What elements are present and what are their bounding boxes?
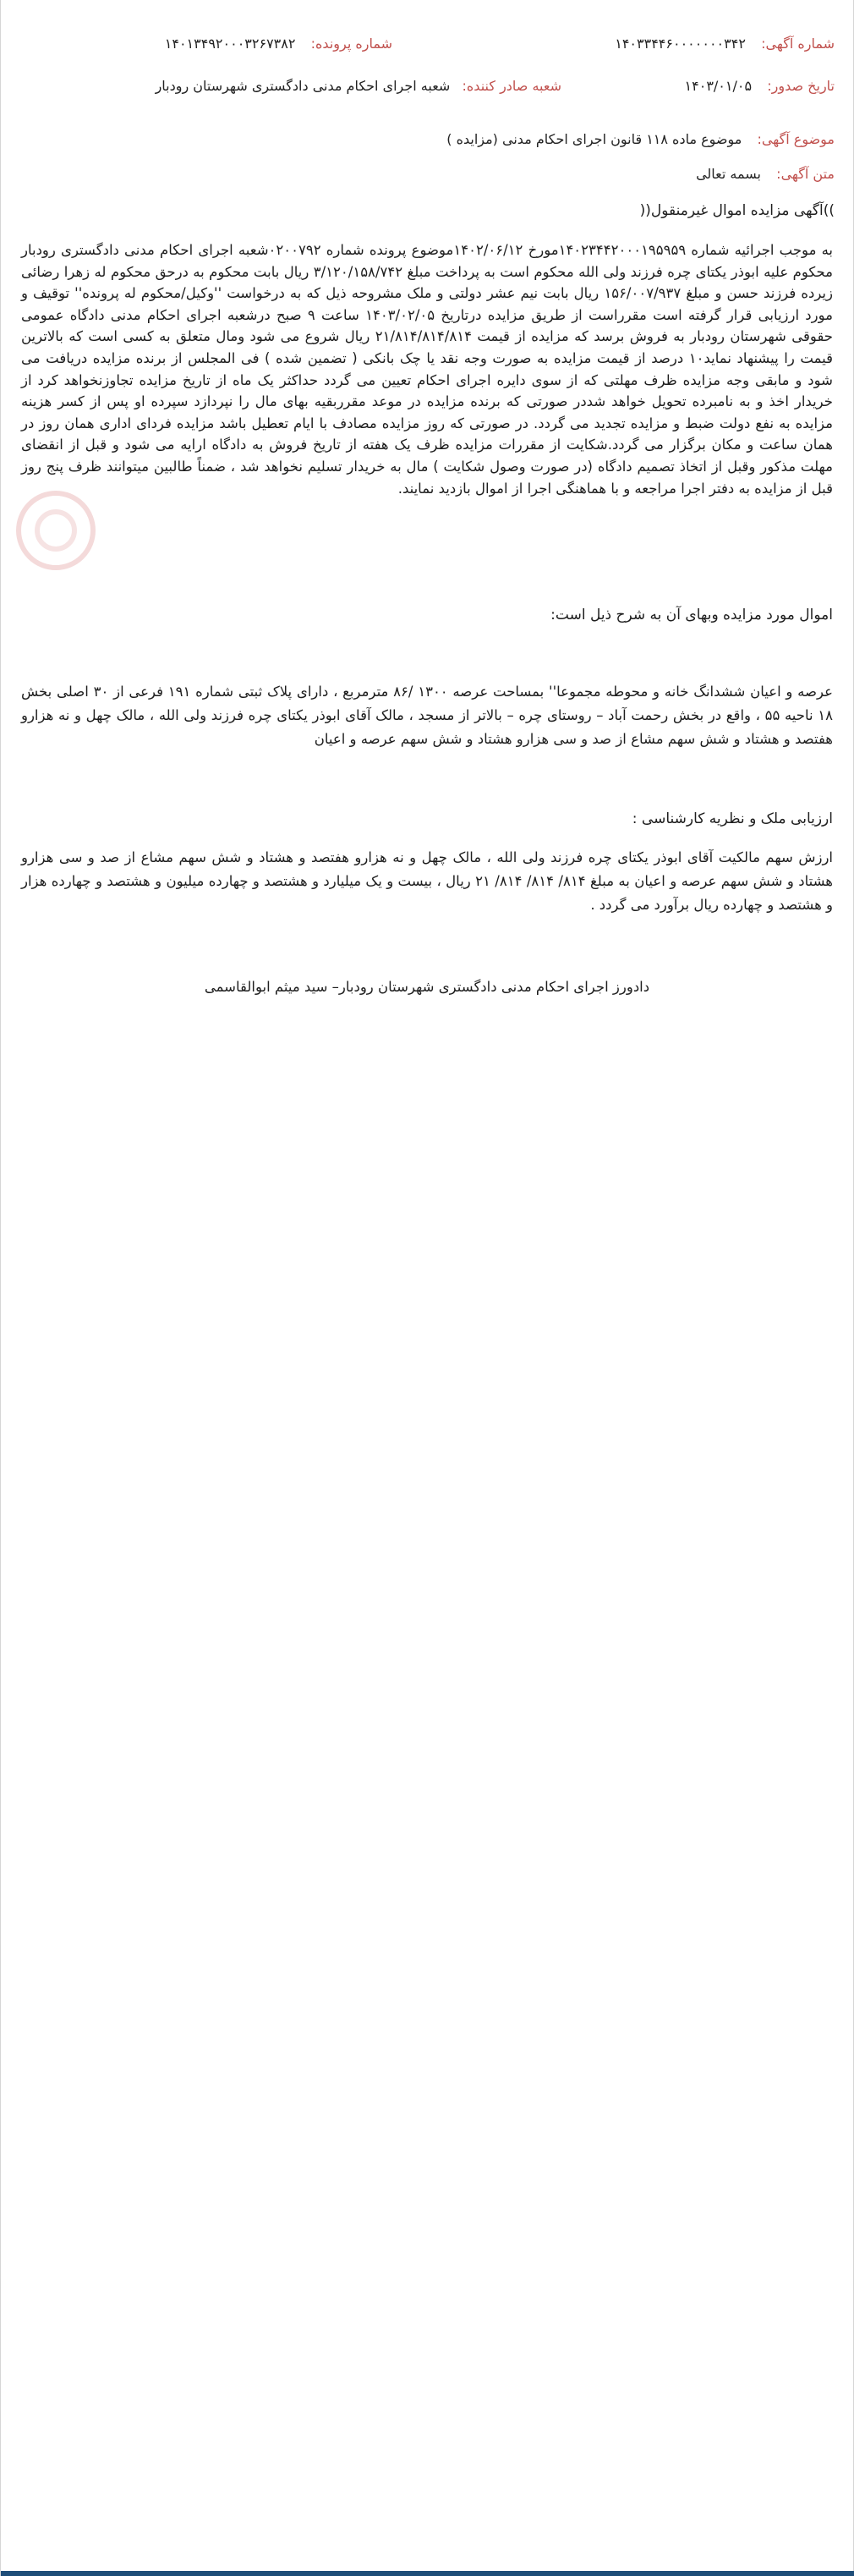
case-number-row [165, 36, 392, 52]
ad-text-label: متن آگهی: [776, 166, 835, 182]
document-title: ))آگهی مزایده اموال غیرمنقول(( [639, 202, 835, 219]
appraisal-text: ارزش سهم مالکیت آقای ابوذر یکتای چره فرزند ولی الله ، مالک چهل و نه هزارو هفتصد و هشتاد و شش سهم مشاع از صد و سی هزارو هشتاد و شش سهم عرصه و اعیان به مبلغ ۸۱۴/ ۸۱۴/ ۸۱۴/ ۲۱ ریال ، بیست و یک میلیارد و هشتصد و چهارده میلیون و هشتصد و چهارده هزار و هشتصد و چهارده ریال برآورد می گردد . [21, 849, 834, 913]
issue-date-row [685, 78, 835, 94]
ad-number-value: ۱۴۰۳۳۴۴۶۰۰۰۰۰۰۰۳۴۲ [615, 36, 746, 52]
case-number-label: شماره پرونده: [310, 36, 392, 52]
issue-date-label: تاریخ صدور: [767, 78, 835, 94]
property-heading: اموال مورد مزایده وبهای آن به شرح ذیل است: [550, 607, 833, 623]
case-number-value: ۱۴۰۱۳۴۹۲۰۰۰۳۲۶۷۳۸۲ [164, 36, 296, 52]
appraisal-heading: ارزیابی ملک و نظریه کارشناسی : [632, 810, 833, 827]
issuing-branch-label: شعبه صادر کننده: [462, 78, 561, 94]
bottom-border-bar [1, 2571, 854, 2576]
watermark-logo-icon [16, 491, 96, 570]
subject-value: موضوع ماده ۱۱۸ قانون اجرای احکام مدنی (مزایده ) [446, 131, 742, 147]
subject-row [446, 131, 835, 147]
subject-label: موضوع آگهی: [757, 131, 835, 147]
ad-text-value: بسمه تعالی [696, 166, 761, 182]
ad-number-row [615, 36, 835, 52]
issuing-branch-row [156, 78, 561, 94]
ad-text-row [696, 166, 835, 182]
main-paragraph: به موجب اجرائیه شماره ۱۴۰۲۳۴۴۲۰۰۰۱۹۵۹۵۹مورخ ۱۴۰۲/۰۶/۱۲موضوع پرونده شماره ۰۲۰۰۷۹۲شعبه اجرای احکام مدنی دادگستری رودبار محکوم علیه ابوذر یکتای چره فرزند ولی الله محکوم است به پرداخت مبلغ ۳/۱۲۰/۱۵۸/۷۴۲ ریال بابت محکوم به درحق محکوم له زهرا رضائی زیرده فرزند حسن و مبلغ ۱۵۶/۰۰۷/۹۳۷ ریال بابت نیم عشر دولتی و ملک مشروحه ذیل که به درخواست ''وکیل/محکوم له پرونده'' توقیف و مورد ارزیابی قرار گرفته است مقرراست از طریق مزایده درتاریخ ۱۴۰۳/۰۲/۰۵ ساعت ۹ صبح درشعبه اجرای احکام مدنی دادگاه عمومی حقوقی شهرستان رودبار به فروش برسد که مزایده از قیمت ۲۱/۸۱۴/۸۱۴/۸۱۴ ریال شروع می شود ومال متعلق به کسی است که بالاترین قیمت را پیشنهاد نماید۱۰ درصد از قیمت مزایده به صورت وجه نقد یا چک بانکی ( تضمین شده ) فی المجلس از برنده مزایده دریافت می شود و مابقی وجه مزایده ظرف مهلتی که از سوی دایره اجرای احکام تعیین می گردد حداکثر یک ماه از تاریخ مزایده تجاوزنخواهد کرد از خریدار اخذ و به نامبرده تحویل خواهد شددر صورتی که برنده مزایده در موعد مقرربقیه بهای مال را نپردازد سپرده او پس از کسر هزینه مزایده به نفع دولت ضبط و مزایده تجدید می گردد. در صورتی که روز مزایده مصادف با ایام تعطیل باشد مزایده فردای اداری همان روز در همان ساعت و مکان برگزار می گردد.شکایت از مقررات مزایده ظرف یک هفته از تاریخ فروش به دادگاه ارایه می شود و قبل از انقضای مهلت مذکور وقبل از اتخاذ تصمیم دادگاه (در صورت وصول شکایت ) مال به خریدار تسلیم نخواهد شد ، ضمناً طالبین میتوانند ظرف پنج روز قبل از مزایده به دفتر اجرا مراجعه و با هماهنگی اجرا از اموال بازدید نمایند. [21, 242, 834, 497]
ad-number-label: شماره آگهی: [761, 36, 835, 52]
property-description: عرصه و اعیان ششدانگ خانه و محوطه مجموعا'' بمساحت عرصه ۱۳۰۰ /۸۶ مترمربع ، دارای پلاک ثبتی شماره ۱۹۱ فرعی از ۳۰ اصلی بخش ۱۸ ناحیه ۵۵ ، واقع در بخش رحمت آباد – روستای چره – بالاتر از مسجد ، مالک آقای ابوذر یکتای چره فرزند ولی الله ، مالک چهل و نه هزارو هفتصد و هشتاد و شش سهم مشاع از صد و سی هزارو هشتاد و شش سهم عرصه و اعیان [21, 684, 833, 747]
issuing-branch-value: شعبه اجرای احکام مدنی دادگستری شهرستان رودبار [155, 78, 451, 94]
signature-line: دادورز اجرای احکام مدنی دادگستری شهرستان رودبار– سید میثم ابوالقاسمی [204, 979, 650, 995]
issue-date-value: ۱۴۰۳/۰۱/۰۵ [684, 78, 753, 94]
